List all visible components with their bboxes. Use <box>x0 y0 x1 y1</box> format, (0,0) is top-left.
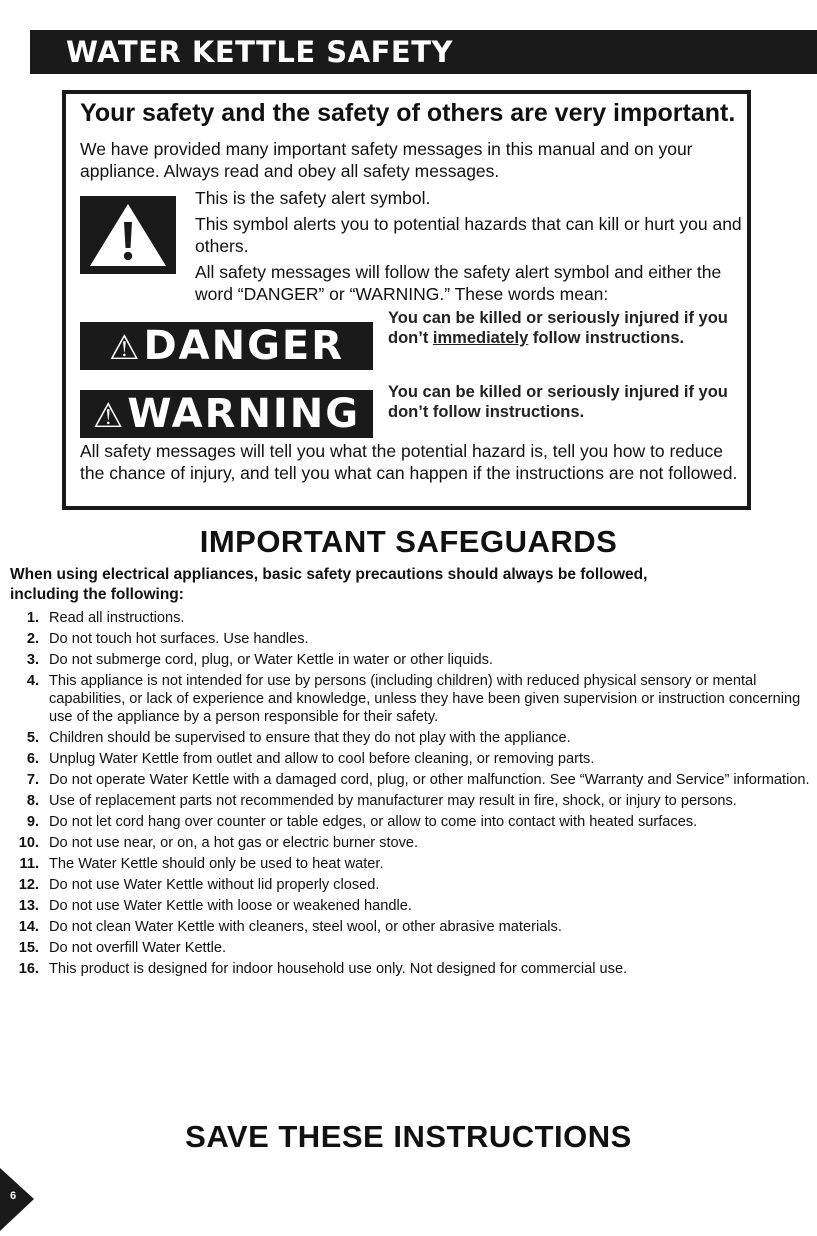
safety-notice-box <box>62 90 751 510</box>
item-text: Do not use Water Kettle without lid properly closed. <box>49 877 380 893</box>
safety-box-intro: We have provided many important safety messages in this manual and on your appliance. Always read and obey all safety messages. <box>80 139 693 181</box>
danger-signal-word <box>80 322 373 370</box>
item-number: 11. <box>19 856 39 872</box>
item-number: 4. <box>26 673 39 689</box>
item-text: This product is designed for indoor household use only. Not designed for commercial use. <box>49 961 628 977</box>
item-number: 14. <box>18 919 39 935</box>
warning-triangle-icon: ⚠ <box>92 396 126 436</box>
alert-explanation <box>195 187 745 309</box>
item-text: Do not clean Water Kettle with cleaners, steel wool, or other abrasive materials. <box>49 919 562 935</box>
section-header: WATER KETTLE SAFETY <box>30 30 817 74</box>
safeguards-list <box>10 609 810 981</box>
item-number: 2. <box>26 631 39 647</box>
list-item <box>10 750 810 768</box>
item-number: 5. <box>26 730 39 746</box>
warning-description: You can be killed or seriously injured if you don’t follow instructions. <box>388 383 728 421</box>
list-item <box>10 651 810 669</box>
item-text: Read all instructions. <box>49 610 185 626</box>
list-item <box>10 792 810 810</box>
page-number: 6 <box>9 1190 17 1202</box>
item-text: Do not use near, or on, a hot gas or electric burner stove. <box>49 835 419 851</box>
item-number: 10. <box>18 835 39 851</box>
item-text: Children should be supervised to ensure that they do not play with the appliance. <box>49 730 571 746</box>
item-text: Do not touch hot surfaces. Use handles. <box>49 631 309 647</box>
item-text: Do not use Water Kettle with loose or weakened handle. <box>49 898 412 914</box>
item-text: Do not submerge cord, plug, or Water Kettle in water or other liquids. <box>49 652 493 668</box>
danger-desc-emphasis: immediately <box>432 329 529 347</box>
item-number: 3. <box>26 652 39 668</box>
danger-description <box>388 308 748 348</box>
list-item <box>10 729 810 747</box>
item-number: 15. <box>18 940 39 956</box>
safety-box-title: Your safety and the safety of others are very important. <box>80 99 736 127</box>
alert-line-3: All safety messages will follow the safety alert symbol and either the word “DANGER” or “WARNING.” These words mean: <box>195 262 722 304</box>
list-item <box>10 876 810 894</box>
warning-label: WARNING <box>127 391 361 437</box>
list-item <box>10 672 810 726</box>
list-item <box>10 918 810 936</box>
list-item <box>10 813 810 831</box>
alert-line-1: This is the safety alert symbol. <box>195 188 431 208</box>
danger-label: DANGER <box>143 323 345 369</box>
warning-triangle-icon: ⚠ <box>108 328 142 368</box>
list-item <box>10 855 810 873</box>
list-item <box>10 630 810 648</box>
list-item <box>10 897 810 915</box>
alert-line-2: This symbol alerts you to potential hazards that can kill or hurt you and others. <box>195 214 742 256</box>
item-number: 9. <box>26 814 39 830</box>
item-number: 6. <box>26 751 39 767</box>
list-item <box>10 609 810 627</box>
item-number: 16. <box>18 961 39 977</box>
safeguards-lead: When using electrical appliances, basic safety precautions should always be followed, including the following: <box>10 566 648 603</box>
item-number: 7. <box>26 772 39 788</box>
danger-desc-text: You can be killed or seriously injured if you don’t <box>388 309 728 347</box>
item-text: Use of replacement parts not recommended by manufacturer may result in fire, shock, or injury to persons. <box>49 793 737 809</box>
item-text: This appliance is not intended for use by persons (including children) with reduced physical sensory or mental capabilities, or lack of experience and knowledge, unless they have been given supervision or instruction concerning use of the appliance by a person responsible for their safety. <box>49 673 801 725</box>
danger-desc-text-end: follow instructions. <box>528 329 685 347</box>
item-text: Unplug Water Kettle from outlet and allow to cool before cleaning, or removing parts. <box>49 751 595 767</box>
safeguards-heading: IMPORTANT SAFEGUARDS <box>199 524 618 559</box>
list-item <box>10 771 810 789</box>
item-text: Do not let cord hang over counter or table edges, or allow to come into contact with heated surfaces. <box>49 814 698 830</box>
list-item <box>10 834 810 852</box>
list-item <box>10 960 810 978</box>
list-item <box>10 939 810 957</box>
item-number: 12. <box>18 877 39 893</box>
item-number: 1. <box>26 610 39 626</box>
item-number: 8. <box>26 793 39 809</box>
item-text: Do not operate Water Kettle with a damaged cord, plug, or other malfunction. See “Warranty and Service” information. <box>49 772 810 788</box>
safety-alert-icon <box>80 196 176 274</box>
safety-box-closing: All safety messages will tell you what the potential hazard is, tell you how to reduce the chance of injury, and tell you what can happen if the instructions are not followed. <box>80 441 738 483</box>
item-text: Do not overfill Water Kettle. <box>49 940 227 956</box>
warning-signal-word <box>80 390 373 438</box>
save-instructions-heading: SAVE THESE INSTRUCTIONS <box>185 1119 632 1154</box>
item-number: 13. <box>18 898 39 914</box>
item-text: The Water Kettle should only be used to heat water. <box>49 856 384 872</box>
